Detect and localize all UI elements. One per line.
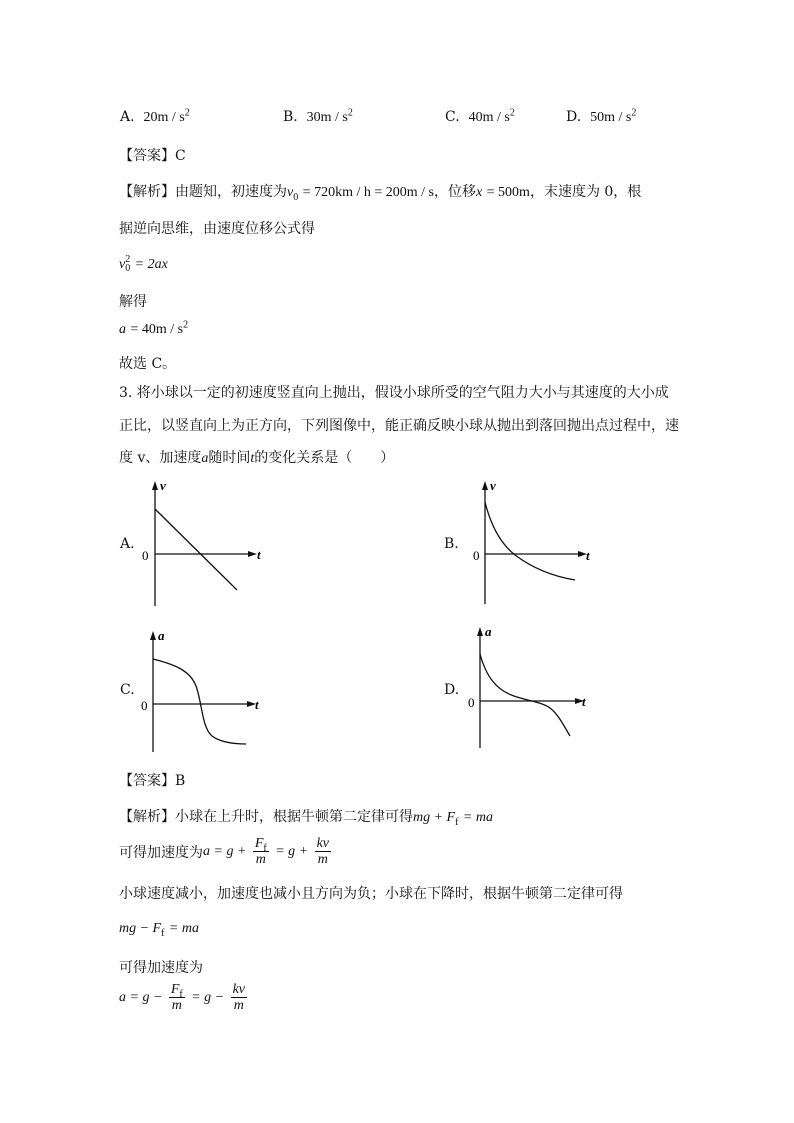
analysis-2-line-1	[119, 806, 493, 826]
graph-a-label: A.	[120, 536, 135, 552]
option-letter: B.	[283, 109, 298, 125]
equation: = g −	[191, 989, 225, 1005]
x-axis-label: t	[586, 548, 590, 563]
numerator: $F_f$	[254, 836, 267, 854]
equation-rhs: = 40m / s	[130, 322, 184, 337]
equation-lhs: mg − F	[119, 921, 162, 936]
option-letter: A.	[120, 109, 135, 125]
equation-a-result	[119, 321, 188, 338]
origin-label: 0	[473, 548, 480, 563]
answer-1	[119, 145, 186, 165]
x-expression: = 500m	[486, 185, 530, 200]
denominator: m	[233, 998, 244, 1014]
text: 可得加速度为	[119, 844, 203, 861]
text: ，位移	[433, 184, 476, 200]
x-axis-arrow	[248, 551, 257, 557]
y-axis-label: v	[160, 478, 166, 493]
answer-2	[119, 770, 185, 790]
fraction-ff-over-m	[169, 982, 185, 1014]
option-letter: C.	[445, 109, 460, 125]
text: 由题知，初速度为	[175, 184, 287, 200]
y-axis-arrow	[150, 631, 156, 640]
analysis-2-acc-up	[119, 836, 333, 868]
curve	[155, 509, 237, 590]
option-a	[120, 109, 190, 126]
fraction-kv-over-m	[315, 836, 331, 868]
conclusion-1: 故选 C。	[119, 356, 177, 372]
origin-label: 0	[468, 695, 475, 710]
answer-label: 【答案】	[119, 773, 175, 789]
question-3-line-1: 3. 将小球以一定的初速度竖直向上抛出，假设小球所受的空气阻力大小与其速度的大小成	[119, 385, 669, 401]
equation: a = g +	[203, 843, 247, 859]
exponent: 2	[183, 319, 189, 331]
y-axis-label: a	[158, 628, 165, 643]
numerator: kv	[232, 982, 246, 997]
y-axis-arrow	[482, 481, 488, 490]
option-value: 40m / s	[468, 110, 510, 125]
curve	[153, 659, 246, 744]
origin-label: 0	[142, 548, 149, 563]
acc-down-label: 可得加速度为	[119, 960, 203, 976]
symbol: a	[119, 322, 126, 337]
question-3-line-3	[119, 447, 394, 467]
symbol: t	[250, 451, 255, 466]
option-exponent: 2	[631, 107, 637, 119]
graph-c	[138, 628, 273, 756]
graph-b-label: B.	[444, 536, 459, 552]
equation-lhs: mg + F	[413, 810, 456, 825]
x-symbol: x	[475, 185, 483, 200]
text: 随时间	[208, 450, 251, 466]
analysis-1-line-2: 据逆向思维，由速度位移公式得	[119, 221, 315, 237]
fraction-ff-over-m	[253, 836, 269, 868]
subscript: f	[455, 816, 459, 828]
option-d	[566, 109, 636, 126]
subscript: 0	[293, 191, 299, 203]
equation-acc-down	[119, 982, 249, 1014]
equation-rhs: = ma	[168, 921, 199, 936]
y-axis-label: v	[490, 478, 496, 493]
graph-d	[466, 624, 594, 752]
option-value: 20m / s	[143, 110, 185, 125]
x-axis-label: t	[582, 694, 586, 709]
denominator: m	[317, 852, 328, 868]
x-axis-label: t	[255, 697, 259, 712]
solve-label: 解得	[119, 294, 147, 310]
equation: = g +	[275, 843, 309, 859]
option-exponent: 2	[347, 107, 353, 119]
text: 度 v、加速度	[119, 450, 202, 466]
y-axis-label: a	[485, 624, 492, 639]
graph-a	[138, 478, 278, 610]
text: 小球在上升时，根据牛顿第二定律可得	[175, 809, 413, 825]
equation-rhs: = ma	[462, 810, 493, 825]
analysis-label: 【解析】	[119, 809, 175, 825]
analysis-label: 【解析】	[119, 184, 175, 200]
symbol: a	[201, 451, 209, 466]
v0-symbol: v	[287, 185, 294, 200]
option-exponent: 2	[184, 107, 190, 119]
equation-down	[119, 920, 199, 937]
question-3-line-2: 正比，以竖直向上为正方向，下列图像中，能正确反映小球从抛出到落回抛出点过程中，速	[119, 418, 679, 434]
answer-value: B	[175, 773, 186, 789]
denominator: m	[171, 998, 182, 1014]
numerator: kv	[316, 836, 330, 851]
option-value: 50m / s	[590, 110, 632, 125]
origin-label: 0	[141, 698, 148, 713]
option-exponent: 2	[509, 107, 515, 119]
symbol: v	[119, 257, 126, 272]
y-axis-arrow	[152, 481, 158, 490]
fraction-kv-over-m	[231, 982, 247, 1014]
graph-c-label: C.	[120, 682, 135, 698]
option-letter: D.	[566, 109, 582, 125]
equation-rhs: = 2ax	[134, 257, 168, 272]
analysis-2-line-3: 小球速度减小，加速度也减小且方向为负；小球在下降时，根据牛顿第二定律可得	[119, 886, 623, 902]
option-c	[445, 109, 515, 126]
numerator: $F_f$	[170, 982, 183, 1000]
v0-expression: = 720km / h = 200m / s	[302, 185, 434, 200]
option-b	[283, 109, 353, 126]
equation: a = g −	[119, 989, 163, 1005]
y-axis-arrow	[477, 627, 483, 636]
subscript: f	[161, 927, 165, 939]
curve	[485, 502, 575, 580]
graph-b	[469, 478, 599, 610]
text: 的变化关系是（ ）	[254, 450, 395, 466]
denominator: m	[255, 852, 266, 868]
answer-value: C	[175, 148, 186, 164]
answer-label: 【答案】	[119, 148, 175, 164]
sub-sup: 2 0	[125, 254, 131, 274]
text: ，末速度为 0，根	[529, 184, 642, 200]
graph-d-label: D.	[444, 682, 460, 698]
option-value: 30m / s	[306, 110, 348, 125]
equation-v0-squared	[119, 255, 168, 273]
x-axis-label: t	[257, 547, 261, 562]
curve	[480, 654, 570, 736]
analysis-1-line-1	[119, 181, 641, 201]
